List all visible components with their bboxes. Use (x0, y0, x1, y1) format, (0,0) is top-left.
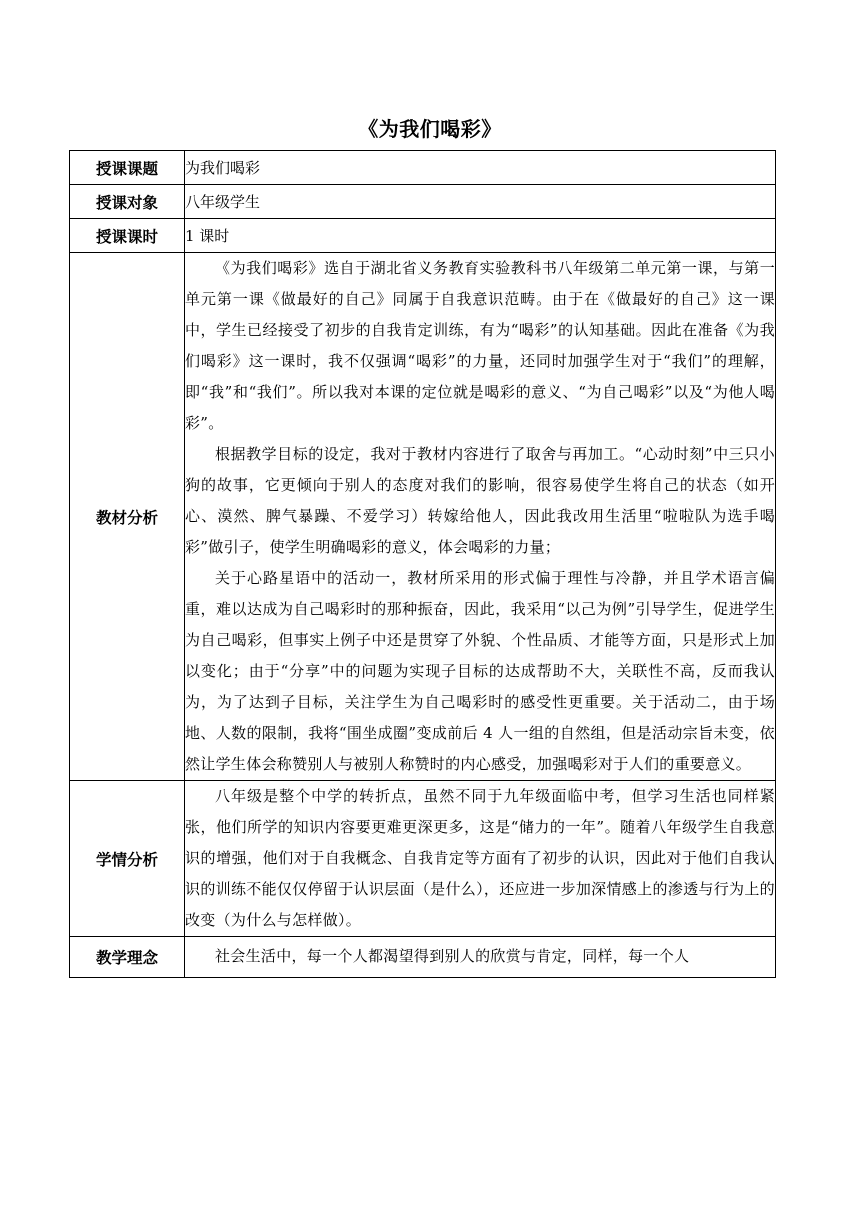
row-label-teaching-philosophy: 教学理念 (70, 937, 185, 978)
table-row (70, 781, 776, 937)
paragraph: 社会生活中，每一个人都渴望得到别人的欣赏与肯定，同样，每一个人 (215, 947, 690, 965)
document-title: 《为我们喝彩》 (358, 117, 502, 141)
student-analysis-content (185, 781, 776, 937)
row-label-textbook-analysis: 教材分析 (70, 253, 185, 781)
table-row (70, 253, 776, 781)
lesson-plan-table (69, 150, 776, 978)
row-value-hours: 1 课时 (185, 219, 776, 253)
table-row (70, 937, 776, 978)
row-label-topic: 授课课题 (70, 151, 185, 185)
row-value-audience: 八年级学生 (185, 185, 776, 219)
row-value-topic: 为我们喝彩 (185, 151, 776, 185)
paragraph: 《为我们喝彩》选自于湖北省义务教育实验教科书八年级第二单元第一课，与第一单元第一课《做最好的自己》同属于自我意识范畴。由于在《做最好的自己》这一课中，学生已经接受了初步的自我肯定训练，有为“喝彩”的认知基础。因此在准备《为我们喝彩》这一课时，我不仅强调“喝彩”的力量，还同时加强学生对于“我们”的理解，即“我”和“我们”。所以我对本课的定位就是喝彩的意义、“为自己喝彩”以及“为他人喝彩”。 (185, 259, 775, 432)
paragraph: 根据教学目标的设定，我对于教材内容进行了取舍与再加工。“心动时刻”中三只小狗的故事，它更倾向于别人的态度对我们的影响，很容易使学生将自己的状态（如开心、漠然、脾气暴躁、不爱学习）转嫁给他人，因此我改用生活里“啦啦队为选手喝彩”做引子，使学生明确喝彩的意义，体会喝彩的力量； (185, 445, 775, 556)
paragraph: 八年级是整个中学的转折点，虽然不同于九年级面临中考，但学习生活也同样紧张，他们所学的知识内容要更难更深更多，这是“储力的一年”。随着八年级学生自我意识的增强，他们对于自我概念、自我肯定等方面有了初步的认识，因此对于他们自我认识的训练不能仅仅停留于认识层面（是什么），还应进一步加深情感上的渗透与行为上的改变（为什么与怎样做）。 (185, 787, 775, 929)
paragraph: 关于心路星语中的活动一，教材所采用的形式偏于理性与冷静，并且学术语言偏重，难以达成为自己喝彩时的那种振奋，因此，我采用“以己为例”引导学生，促进学生为自己喝彩，但事实上例子中还是贯穿了外貌、个性品质、才能等方面，只是形式上加以变化；由于“分享”中的问题为实现子目标的达成帮助不大，关联性不高，反而我认为，为了达到子目标，关注学生为自己喝彩时的感受性更重要。关于活动二，由于场地、人数的限制，我将“围坐成圈”变成前后 4 人一组的自然组，但是活动宗旨未变，依然让学生体会称赞别人与被别人称赞时的内心感受，加强喝彩对于人们的重要意义。 (185, 569, 775, 773)
table-row (70, 219, 776, 253)
table-row (70, 151, 776, 185)
table-row (70, 185, 776, 219)
row-label-hours: 授课课时 (70, 219, 185, 253)
row-label-audience: 授课对象 (70, 185, 185, 219)
textbook-analysis-content (185, 253, 776, 781)
row-label-student-analysis: 学情分析 (70, 781, 185, 937)
teaching-philosophy-content (185, 937, 776, 978)
